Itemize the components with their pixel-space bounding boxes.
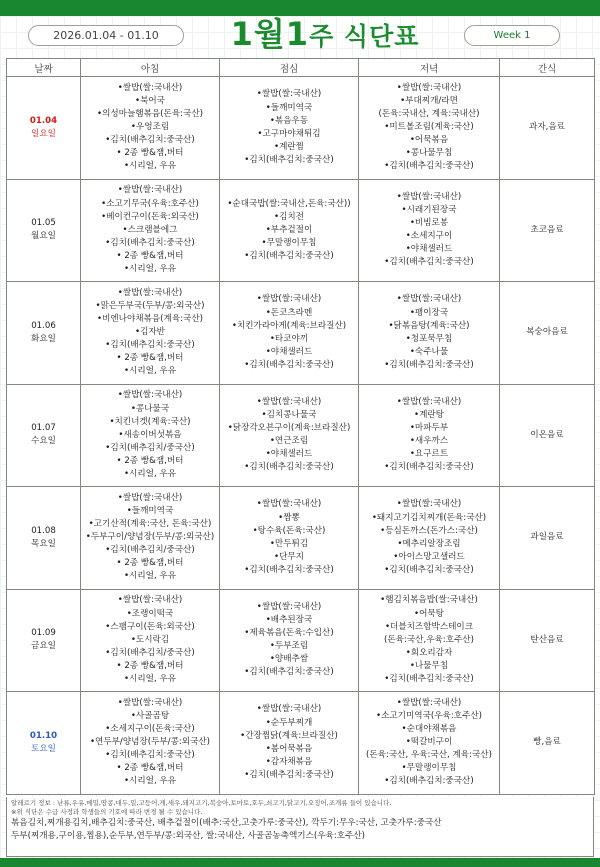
title-month-week: 1월1 [230,15,310,53]
table-row [7,179,595,282]
menu-item: •사골곰탕 [130,711,170,722]
menu-item: •치킨너겟(계육:국산) [109,416,191,427]
menu-item: •김치(배추김치:중국산) [244,359,334,370]
menu-item: •시리얼, 우유 [123,263,177,274]
menu-item: •시리얼, 우유 [123,673,177,684]
menu-item: •시래기된장국 [401,205,457,216]
table-row [7,589,595,692]
page-title [190,14,460,54]
footer-notes [6,797,594,857]
menu-item: (돈육:국산,우육:호주산) [384,634,474,645]
menu-item: •김치(배추김치:중국산) [384,564,474,575]
menu-item: •비엔나야채볶음(계육:국산) [97,314,203,325]
menu-item: •햄김치볶음밥(쌀:국내산) [380,595,478,606]
menu-item: •요구르트 [409,449,449,460]
menu-item: •쌀밥(쌀:국내산) [256,601,322,612]
menu-item: •두부구이/양념장(두부/콩:외국산) [85,532,215,543]
day-cell [7,384,81,487]
menu-item: •어묵볶음 [409,135,449,146]
menu-item: •감자채볶음 [265,756,313,767]
menu-item: •김치(배추김치:중국산) [384,161,474,172]
snack-cell: 빵,음료 [500,692,595,795]
menu-item: •타코야끼 [269,333,309,344]
menu-item: (돈육:국산, 우육:국산, 계육:국산) [366,750,492,761]
breakfast-cell [81,692,220,795]
lunch-cell [220,179,359,282]
menu-item: •김자반 [135,327,165,338]
menu-item: •쌀밥(쌀:국내산) [396,82,462,93]
menu-item: •메추리알장조림 [397,538,461,549]
menu-item: •미트볼조림(계육:국산) [384,122,474,133]
menu-item: • 2종 빵&잼,버터 [116,455,184,466]
day-cell [7,692,81,795]
menu-item: •무말랭이무침 [401,763,457,774]
menu-item: •김치(배추김치/중국산) [105,647,195,658]
bottom-green-bar [0,858,600,867]
breakfast-cell [81,487,220,590]
menu-item: •쌀밥(쌀:국내산) [256,499,322,510]
menu-item: •시리얼, 우유 [123,776,177,787]
menu-item: •새송이버섯볶음 [118,429,182,440]
menu-item: •김치(배추김치:중국산) [384,462,474,473]
menu-item: •쌀밥(쌀:국내산) [117,697,183,708]
dinner-cell [359,179,500,282]
menu-item: •김치(배추김치:중국산) [244,667,334,678]
breakfast-cell [81,384,220,487]
menu-item: •김치(배추김치:중국산) [105,340,195,351]
menu-item: •나물무침 [409,660,449,671]
menu-item: •김치(배추김치:중국산) [244,769,334,780]
menu-item: • 2종 빵&잼,버터 [116,353,184,364]
menu-item: •순대국밥(쌀:국내산,돈육:국산)) [227,198,351,209]
allergy-info: 알레르기 정보 : 난류,우유,메밀,땅콩,대두,밀,고등어,게,새우,돼지고기,복숭아,토마토,호두,쇠고기,닭고기,오징어,조개류 들이 있습니다. [11,799,392,807]
menu-item: •김치(배추김치:중국산) [105,750,195,761]
day-weekday: 화요일 [31,333,56,344]
day-date: 01.06 [31,320,56,331]
menu-item: •순두부찌개 [265,717,313,728]
menu-item: •시리얼, 우유 [123,468,177,479]
day-cell [7,282,81,385]
menu-item: •쌀밥(쌀:국내산) [396,697,462,708]
menu-item: •의성마늘햄볶음(돈육:국산) [97,109,203,120]
menu-item: •숙주나물 [409,346,449,357]
menu-item: •조랭이떡국 [126,608,174,619]
dinner-cell [359,77,500,180]
menu-item: •소세지구이(돈육:국산) [105,724,195,735]
menu-item: •시리얼, 우유 [123,161,177,172]
menu-item: •새우까스 [409,436,449,447]
menu-item: •야채샐러드 [265,449,313,460]
breakfast-cell [81,589,220,692]
day-cell [7,179,81,282]
day-date: 01.05 [31,218,56,229]
menu-item: •팽이장국 [409,307,449,318]
menu-item: •양배추쌈 [269,654,309,665]
day-date: 01.04 [29,115,58,126]
menu-item: • 2종 빵&잼,버터 [116,148,184,159]
dinner-cell [359,589,500,692]
table-row [7,77,595,180]
menu-item: •닭장각오븐구이(계육:브라질산) [227,423,351,434]
menu-item: •쌀밥(쌀:국내산) [396,396,462,407]
menu-item: •쌀밥(쌀:국내산) [256,396,322,407]
day-date: 01.10 [29,730,58,741]
change-notice: ※위 식단은 수급 사정과 학생들의 기호에 따라 변경 될 수 있습니다. [11,808,203,816]
menu-item: •김치(배추김치:중국산) [244,462,334,473]
menu-item: •김치(배추김치:중국산) [384,673,474,684]
menu-item: •만두튀김 [269,538,309,549]
menu-item: •베이컨구이(돈육:외국산) [101,211,199,222]
menu-item: •야채샐러드 [405,244,453,255]
menu-item: •닭볶음탕(계육:국산) [388,320,470,331]
menu-item: • 2종 빵&잼,버터 [116,763,184,774]
menu-item: •돈코츠라멘 [265,307,313,318]
lunch-cell [220,589,359,692]
snack-cell: 초코음료 [500,179,595,282]
menu-item: •비빔로봉 [409,218,449,229]
menu-item: •순대야채볶음 [401,724,457,735]
date-range-badge: 2026.01.04 - 01.10 [28,25,184,46]
menu-item: •무말랭이무침 [261,237,317,248]
menu-item: (돈육:국내산, 계육:국내산) [378,109,480,120]
menu-item: •스크램블에그 [122,224,178,235]
menu-item: •북어국 [135,96,165,107]
menu-item: •아이스망고샐러드 [393,551,465,562]
menu-item: •김치(배추김치:중국산) [384,359,474,370]
menu-item: •간장찜닭(계육:브라질산) [240,730,338,741]
menu-item: •연두부/양념장(두부/콩:외국산) [89,737,211,748]
snack-cell: 과자,음료 [500,77,595,180]
menu-item: •쌀밥(쌀:국내산) [396,191,462,202]
menu-item: • 2종 빵&잼,버터 [116,250,184,261]
menu-item: •치킨가라아게(계육:브라질산) [231,320,347,331]
menu-item: •쌀밥(쌀:국내산) [117,82,183,93]
menu-item: •배추된장국 [265,615,313,626]
snack-cell: 탄산음료 [500,589,595,692]
menu-item: •소고기무국(우육:호주산) [101,198,199,209]
breakfast-cell [81,179,220,282]
origin-info-1: 볶음김치,찌개용김치,배추김치:중국산, 배추겉절이(배추:국산,고춧가루:중국산), 깍두기:무우:국산, 고춧가루:중국산 [11,818,442,828]
table-row [7,692,595,795]
menu-item: •등심돈까스(돈가스:국산) [380,525,478,536]
origin-info-2: 두부(찌개용,구이용,찜용),순두부,연두부/콩:외국산, 쌀:국내산, 사골곰농축엑기스(우육:호주산) [11,830,366,841]
menu-item: •김치(배추김치:중국산) [244,564,334,575]
menu-item: •쌀밥(쌀:국내산) [117,492,183,503]
menu-item: •떡갈비구이 [405,737,453,748]
menu-item: •부대찌개/라면 [400,96,458,107]
menu-item: •맑은두부국(두부/콩:외국산) [95,301,205,312]
menu-item: •김치(배추김치:중국산) [105,237,195,248]
day-weekday: 수요일 [31,436,56,447]
menu-item: •들깨미역국 [265,102,313,113]
menu-item: •계란탕 [414,410,444,421]
menu-item: •쌀밥(쌀:국내산) [396,499,462,510]
menu-item: •쌀밥(쌀:국내산) [117,390,183,401]
snack-cell: 복숭아음료 [500,282,595,385]
menu-item: •고구마야채튀김 [257,128,321,139]
menu-item: •더블치즈함박스테이크 [384,621,474,632]
day-cell [7,589,81,692]
table-row [7,282,595,385]
menu-item: •우엉조림 [130,122,170,133]
menu-item: •마파두부 [409,423,449,434]
menu-item: •쌀밥(쌀:국내산) [256,704,322,715]
menu-item: •돼지고기김치찌개(돈육:국산) [371,512,487,523]
menu-item: •김치(배추김치/중국산) [105,545,195,556]
menu-item: •야채샐러드 [265,346,313,357]
menu-item: •소고기미역국(우육:호주산) [376,711,482,722]
menu-item: •봄어묵볶음 [265,743,313,754]
header-snack: 간식 [500,59,595,77]
menu-item: •부추겉절이 [265,224,313,235]
menu-item: •청포묵무침 [405,333,453,344]
day-weekday: 월요일 [31,231,56,242]
menu-item: •김치전 [274,211,304,222]
day-date: 01.07 [31,423,56,434]
dinner-cell [359,282,500,385]
header-date: 날짜 [7,59,81,77]
menu-item: •콩나물국 [130,403,170,414]
menu-item: •김치(배추김치:중국산) [384,257,474,268]
menu-item: •제육볶음(돈육:수입산) [244,628,334,639]
day-weekday: 토요일 [31,743,56,754]
table-body [7,77,595,795]
menu-item: •짬뽕 [278,512,300,523]
menu-item: •쌀밥(쌀:국내산) [256,89,322,100]
menu-item: •김치(배추김치:중국산) [105,135,195,146]
menu-item: •탕수육(돈육:국산) [252,525,326,536]
day-weekday: 금요일 [31,641,56,652]
table-row [7,487,595,590]
lunch-cell [220,384,359,487]
menu-item: •어묵탕 [414,608,444,619]
menu-item: •고기산적(계육:국산, 돈육:국산) [88,519,212,530]
menu-item: •쌀밥(쌀:국내산) [396,294,462,305]
menu-item: • 2종 빵&잼,버터 [116,558,184,569]
menu-item: •들깨미역국 [126,506,174,517]
menu-item: •시리얼, 우유 [123,571,177,582]
menu-item: •도시락김 [130,634,170,645]
menu-item: •쌀밥(쌀:국내산) [256,294,322,305]
breakfast-cell [81,77,220,180]
day-date: 01.08 [31,525,56,536]
menu-item: •쌀밥(쌀:국내산) [117,287,183,298]
header-dinner: 저녁 [359,59,500,77]
menu-item: •김치콩나물국 [261,410,317,421]
lunch-cell [220,77,359,180]
menu-item: •쌀밥(쌀:국내산) [117,595,183,606]
dinner-cell [359,384,500,487]
menu-item: •스팸구이(돈육:외국산) [105,621,195,632]
menu-item: •쌀밥(쌀:국내산) [117,185,183,196]
meal-table [6,58,595,795]
lunch-cell [220,282,359,385]
menu-item: •두부조림 [269,641,309,652]
breakfast-cell [81,282,220,385]
menu-item: •볶음우동 [269,115,309,126]
menu-item: •계란찜 [274,141,304,152]
table-row [7,384,595,487]
menu-item: •김치(배추김치/중국산) [105,442,195,453]
menu-item: • 2종 빵&잼,버터 [116,660,184,671]
snack-cell: 이온음료 [500,384,595,487]
lunch-cell [220,487,359,590]
header-breakfast: 아침 [81,59,220,77]
menu-item: •김치(배추김치:중국산) [244,250,334,261]
menu-item: •김치(배추김치:중국산) [244,154,334,165]
dinner-cell [359,487,500,590]
table-header-row [7,59,595,77]
day-date: 01.09 [31,628,56,639]
day-weekday: 목요일 [31,538,56,549]
header-lunch: 점심 [220,59,359,77]
week-badge: Week 1 [464,25,560,46]
day-cell [7,77,81,180]
menu-item: •김치(배추김치:중국산) [384,776,474,787]
lunch-cell [220,692,359,795]
day-weekday: 일요일 [31,128,56,139]
dinner-cell [359,692,500,795]
day-cell [7,487,81,590]
menu-item: •단무지 [274,551,304,562]
menu-item: •콩나물무침 [405,148,453,159]
menu-item: •회오리감자 [405,647,453,658]
menu-item: •연근조림 [269,436,309,447]
snack-cell: 과일음료 [500,487,595,590]
title-text: 주 식단표 [309,22,420,51]
menu-item: •시리얼, 우유 [123,366,177,377]
menu-item: •소세지구이 [405,231,453,242]
